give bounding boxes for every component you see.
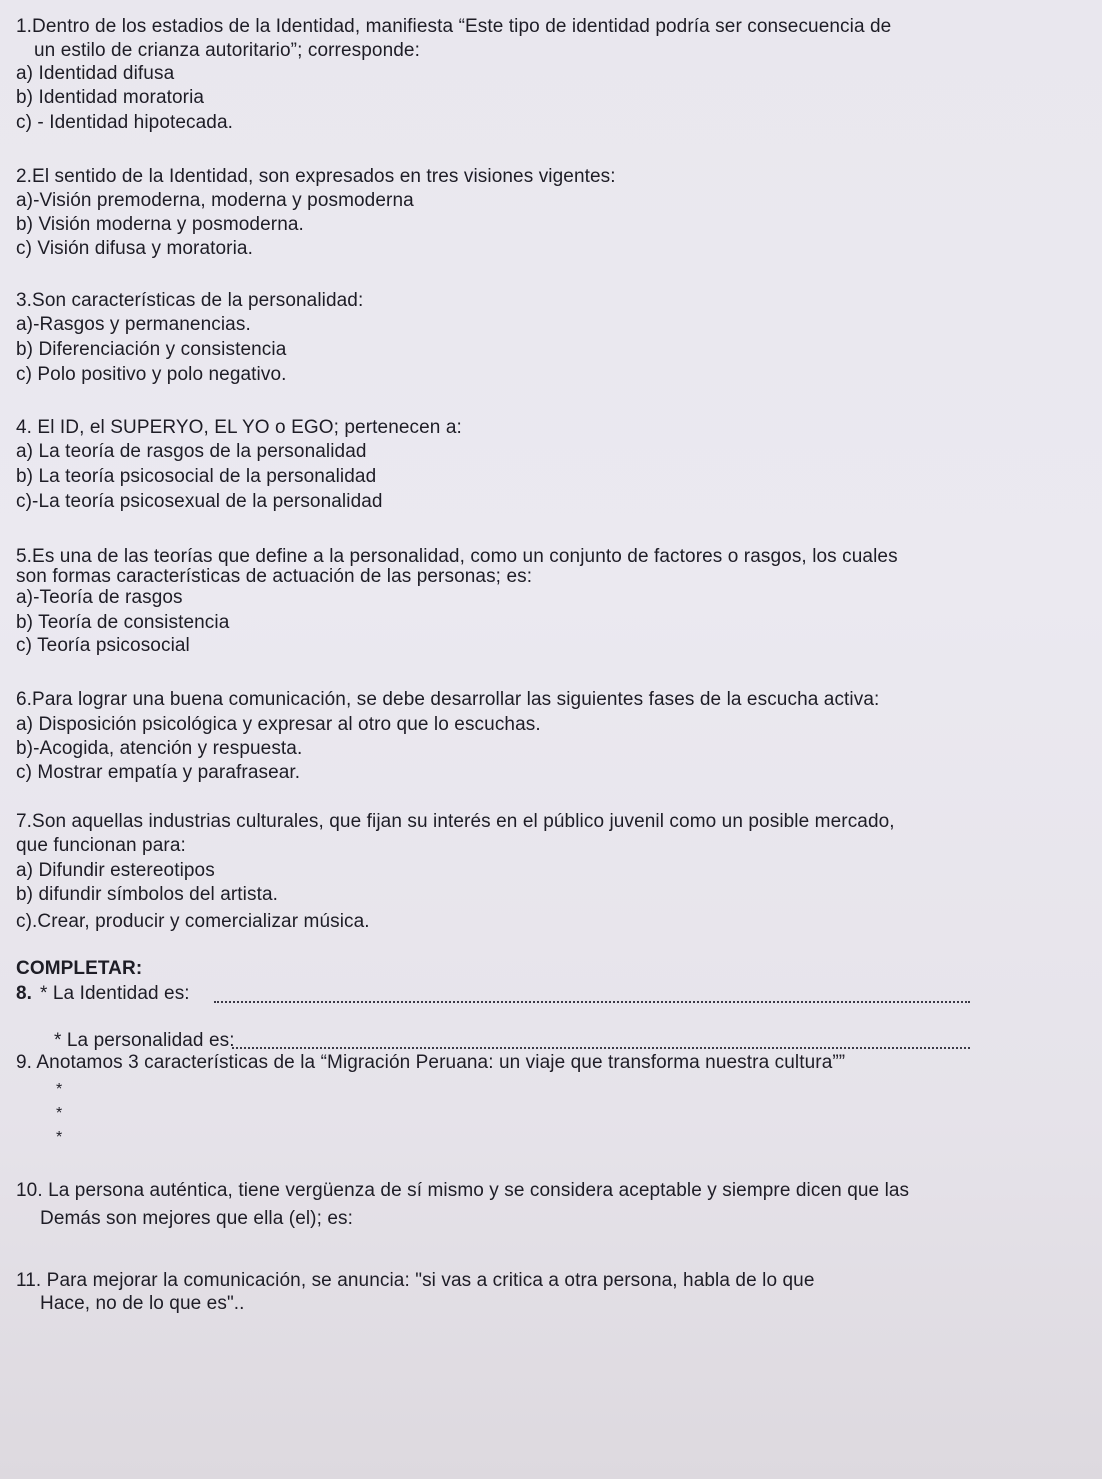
q4-option-c: c)-La teoría psicosexual de la personalidad (16, 491, 383, 512)
q9-bullet-2: * (56, 1105, 63, 1122)
q2-option-b: b) Visión moderna y posmoderna. (16, 214, 304, 235)
q4-option-b: b) La teoría psicosocial de la personalidad (16, 466, 377, 487)
q7-option-c: c).Crear, producir y comercializar música. (16, 911, 370, 932)
q2-option-c: c) Visión difusa y moratoria. (16, 238, 253, 259)
q9-stem: 9. Anotamos 3 características de la “Migración Peruana: un viaje que transforma nuestra cultura”” (16, 1052, 846, 1073)
q9-bullet-3: * (56, 1129, 63, 1146)
q4-stem: 4. El ID, el SUPERYO, EL YO o EGO; pertenecen a: (16, 417, 462, 438)
q3-option-b: b) Diferenciación y consistencia (16, 339, 287, 360)
q1-stem-line-1: 1.Dentro de los estadios de la Identidad, manifiesta “Este tipo de identidad podría ser consecuencia de (16, 16, 892, 37)
completar-heading: COMPLETAR: (16, 958, 143, 979)
q3-option-c: c) Polo positivo y polo negativo. (16, 364, 287, 385)
q6-stem: 6.Para lograr una buena comunicación, se debe desarrollar las siguientes fases de la escucha activa: (16, 689, 880, 710)
q5-option-a: a)-Teoría de rasgos (16, 587, 183, 608)
q1-option-c: c) - Identidad hipotecada. (16, 112, 234, 133)
q8-number: 8. (16, 983, 33, 1004)
q8-identidad-label: * La Identidad es: (40, 983, 190, 1004)
q11-line-2: Hace, no de lo que es".. (40, 1293, 245, 1314)
q6-option-a: a) Disposición psicológica y expresar al otro que lo escuchas. (16, 714, 541, 735)
q5-stem-line-1: 5.Es una de las teorías que define a la personalidad, como un conjunto de factores o rasgos, los cuales (16, 546, 898, 567)
q4-option-a: a) La teoría de rasgos de la personalidad (16, 441, 367, 462)
q7-stem-line-1: 7.Son aquellas industrias culturales, que fijan su interés en el público juvenil como un posible mercado, (16, 811, 895, 832)
q5-stem-line-2: son formas características de actuación de las personas; es: (16, 566, 533, 587)
q7-stem-line-2: que funcionan para: (16, 835, 186, 856)
q3-stem: 3.Son características de la personalidad: (16, 290, 364, 311)
q5-option-c: c) Teoría psicosocial (16, 635, 190, 656)
q8-personalidad-blank[interactable] (232, 1047, 970, 1049)
q6-option-c: c) Mostrar empatía y parafrasear. (16, 762, 301, 783)
q1-option-a: a) Identidad difusa (16, 63, 175, 84)
q2-option-a: a)-Visión premoderna, moderna y posmoderna (16, 190, 414, 211)
q6-option-b: b)-Acogida, atención y respuesta. (16, 738, 303, 759)
q8-identidad-blank[interactable] (214, 1001, 970, 1003)
q10-line-1: 10. La persona auténtica, tiene vergüenza de sí mismo y se considera aceptable y siempre dicen que las (16, 1180, 910, 1201)
q3-option-a: a)-Rasgos y permanencias. (16, 314, 251, 335)
q9-bullet-1: * (56, 1081, 63, 1098)
q7-option-a: a) Difundir estereotipos (16, 860, 215, 881)
q11-line-1: 11. Para mejorar la comunicación, se anuncia: "si vas a critica a otra persona, habla de lo que (16, 1270, 815, 1291)
q7-option-b: b) difundir símbolos del artista. (16, 884, 279, 905)
q1-option-b: b) Identidad moratoria (16, 87, 205, 108)
q8-personalidad-label: * La personalidad es: (54, 1030, 235, 1051)
q2-stem: 2.El sentido de la Identidad, son expresados en tres visiones vigentes: (16, 166, 616, 187)
q5-option-b: b) Teoría de consistencia (16, 612, 230, 633)
q10-line-2: Demás son mejores que ella (el); es: (40, 1208, 354, 1229)
q1-stem-line-2: un estilo de crianza autoritario”; corresponde: (34, 40, 420, 61)
